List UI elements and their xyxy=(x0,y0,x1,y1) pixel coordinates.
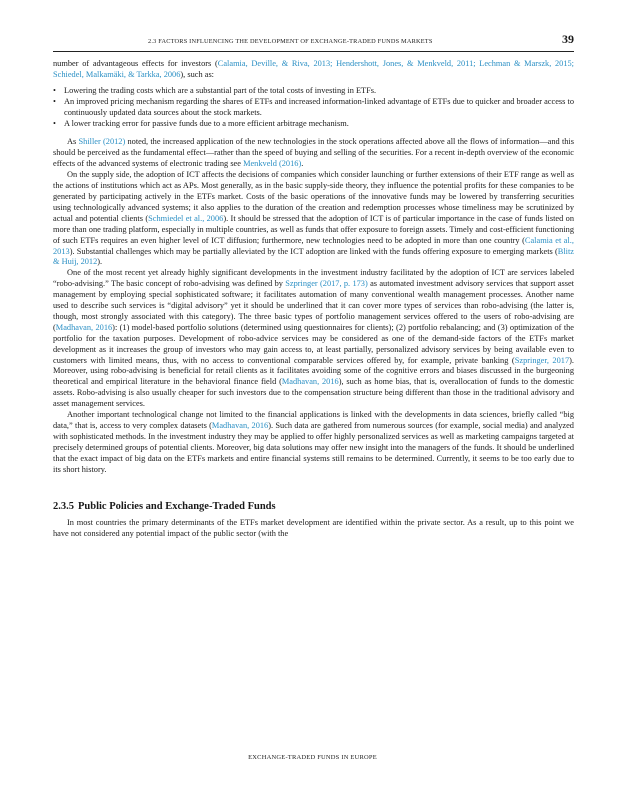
paragraph-shiller: As Shiller (2012) noted, the increased application of the new technologies in the stock operations affected above all the flows of information—and this should be perceived as the fundamental effect—rather than the speed of buying and selling of the securities. For a recent in-depth overview of the economic effects of the advanced systems of electronic trading see Menkveld (2016). xyxy=(53,137,575,169)
citation-link[interactable]: Calamia et al., 2013 xyxy=(53,235,574,256)
page-number: 39 xyxy=(562,32,574,46)
body-text xyxy=(53,59,574,540)
intro-paragraph: number of advantageous effects for investors (Calamia, Deville, & Riva, 2013; Hendershott, Jones, & Menkveld, 2011; Lechman & Marszk, 2015; Schiedel, Malkamäki, & Tarkka, 2006), such as: xyxy=(53,59,575,79)
citation-link[interactable]: Szpringer (2017, p. 173) xyxy=(285,279,368,289)
list-item: • An improved pricing mechanism regarding the shares of ETFs and increased information-linked advantage of ETFs due to quicker and broader access to continuously updated data sources about the stock markets. xyxy=(53,97,574,119)
citation-link[interactable]: Schmiedel et al., 2006 xyxy=(148,213,224,223)
citation-link[interactable]: Madhavan, 2016 xyxy=(55,322,113,332)
citation-link[interactable]: Blitz & Huij, 2012 xyxy=(53,246,574,267)
citation-link[interactable]: Madhavan, 2016 xyxy=(281,377,339,387)
section-heading xyxy=(53,502,574,513)
citation-link[interactable]: Calamia, Deville, & Riva, 2013; Hendershott, Jones, & Menkveld, 2011; Lechman & Marszk, 2015; Schiedel, Malkamäki, & Tarkka, 2006 xyxy=(53,59,575,79)
section-title: Public Policies and Exchange-Traded Funds xyxy=(78,500,276,512)
citation-link[interactable]: Shiller (2012) xyxy=(78,137,126,147)
paragraph-supply-side: On the supply side, the adoption of ICT affects the decisions of companies which consider launching or further extensions of their ETF range as well as the actions of institutions which act as APs. Most generally, as in the basic supply-side theory, they influence the potential profits for these companies to be generated by participating actively in the ETFs market. Costs of the basic operations of the innovative funds may be lowered by transferring securities using technologically advanced systems; it also applies to the duration of the creation and redemption processes whose timeliness may be scrutinized by actual and potential clients (Schmiedel et al., 2006). It should be stressed that the adoption of ICT is of particular importance in the case of funds listed on more than one trading platform, especially in multiple countries, as well as funds that offer exposure to foreign assets. Timely and cost-efficient functioning of such ETFs requires an even higher level of ICT diffusion; furthermore, new technologies need to be adopted in more than one country (Calamia et al., 2013). Substantial challenges which may be partially alleviated by the ICT adoption are linked with the funds offering exposure to emerging markets (Blitz & Huij, 2012). xyxy=(53,170,574,267)
page xyxy=(53,20,574,540)
list-item: • A lower tracking error for passive funds due to a more efficient arbitrage mechanism. xyxy=(53,119,574,130)
advantages-list xyxy=(53,86,574,130)
citation-link[interactable]: Menkveld (2016) xyxy=(243,159,302,169)
running-title: 2.3 FACTORS INFLUENCING THE DEVELOPMENT OF EXCHANGE-TRADED FUNDS MARKETS xyxy=(148,38,433,45)
paragraph-public-policies: In most countries the primary determinants of the ETFs market development are identified within the private sector. As a result, up to this point we have not considered any potential impact of the public sector (with the xyxy=(53,518,574,539)
paragraph-big-data: Another important technological change not limited to the financial applications is linked with the developments in data sciences, briefly called “big data,” that is, access to very complex datasets (Madhavan, 2016). Such data are gathered from numerous sources (for example, social media) and analyzed with sophisticated methods. In the investment industry they may be applied to offer highly personalized services as well as marketing campaigns targeted at precisely determined groups of potential clients. Moreover, big data solutions may offer new insight into the managers of the funds. It should be underlined that the exact impact of big data on the ETFs markets and entire financial systems still remains to be determined. Currently, it seems to be too early due to its short history. xyxy=(53,410,574,474)
paragraph-robo-advising: One of the most recent yet already highly significant developments in the investment industry facilitated by the adoption of ICT are services labeled “robo-advising.” The basic concept of robo-advising was defined by Szpringer (2017, p. 173) as automated investment advisory services that support asset management by employing special sophisticated software; it facilitates automation of many conventional wealth management processes. Another name used to describe such services is “digital advisory” yet it should be underlined that it can cover more types of services than robo-advising (the latter is, though, most strongly associated with this category). The three basic types of portfolio management services offered to the users of robo-advising are (Madhavan, 2016): (1) model-based portfolio solutions (determined using questionnaires for clients); (2) portfolio rebalancing; and (3) optimization of the portfolio for the taxation purposes. Development of robo-advice services may be considered as one of the demand-side factors of the ETFs market development as it increases the group of investors who may gain access to, at least partially, personalized advisory services by being available even to customers with limited means, thus, with no access to conventional comparable services offered by, for example, private banking (Szpringer, 2017). Moreover, using robo-advising is beneficial for retail clients as it facilitates avoiding some of the cognitive errors and biases discussed in the burgeoning theoretical and empirical literature in the behavioral finance field (Madhavan, 2016), such as home bias, that is, overallocation of funds to the domestic assets. Robo-advising is also usually cheaper for such investors due to the compensation structure being different than those in the traditional advisory and asset management services. xyxy=(53,268,575,409)
running-footer: EXCHANGE-TRADED FUNDS IN EUROPE xyxy=(248,754,377,761)
citation-link[interactable]: Szpringer, 2017 xyxy=(514,355,570,365)
list-item: • Lowering the trading costs which are a substantial part of the total costs of investing in ETFs. xyxy=(53,86,574,97)
citation-link[interactable]: Madhavan, 2016 xyxy=(211,421,269,430)
section-number: 2.3.5 xyxy=(53,500,74,512)
running-header xyxy=(53,20,574,52)
